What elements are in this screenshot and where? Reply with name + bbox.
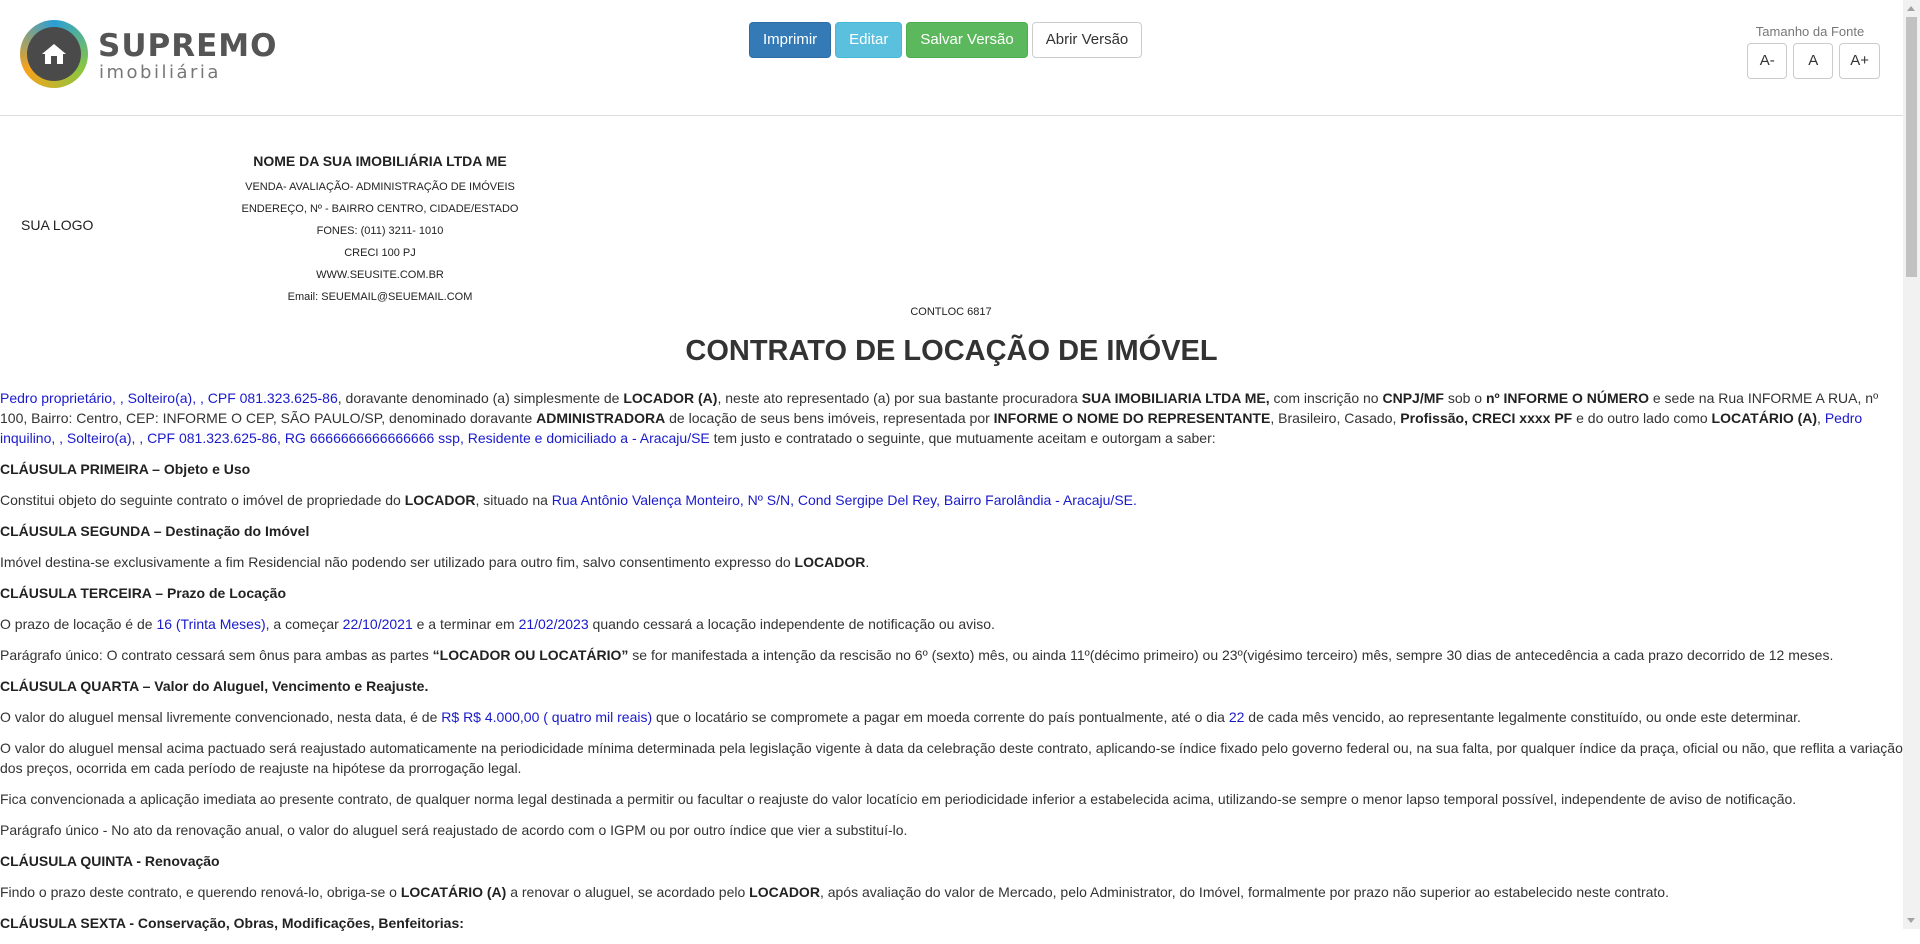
scroll-thumb[interactable]	[1906, 17, 1917, 277]
intro-paragraph: Pedro proprietário, , Solteiro(a), , CPF 081.323.625-86, doravante denominado (a) simplesmente de LOCADOR (A), neste ato representado (a) por sua bastante procuradora SUA IMOBILIARIA LTDA ME, com inscrição no CNPJ/MF sob o nº INFORME O NÚMERO e sede na Rua INFORME A RUA, nº 100, Bairro: Centro, CEP: INFORME O CEP, SÃO PAULO/SP, denominado doravante ADMINISTRADORA de locação de seus bens imóveis, representada por INFORME O NOME DO REPRESENTANTE, Brasileiro, Casado, Profissão, CRECI xxxx PF e do outro lado como LOCATÁRIO (A), Pedro inquilino, , Solteiro(a), , CPF 081.323.625-86, RG 6666666666666666 ssp, Residente e domiciliado a - Aracaju/SE tem justo e contratado o seguinte, que mutuamente aceitam e outorgam a saber:	[0, 390, 1879, 446]
clause-heading: CLÁUSULA PRIMEIRA – Objeto e Uso	[0, 461, 251, 477]
company-name: NOME DA SUA IMOBILIÁRIA LTDA ME	[253, 153, 507, 169]
font-normal-button[interactable]: A	[1793, 43, 1833, 79]
clause-heading: CLÁUSULA TERCEIRA – Prazo de Locação	[0, 585, 287, 601]
clause-heading: CLÁUSULA QUINTA - Renovação	[0, 853, 220, 869]
company-email: Email: SEUEMAIL@SEUEMAIL.COM	[287, 291, 473, 303]
clause-paragraph: Fica convencionada a aplicação imediata ao presente contrato, de qualquer norma legal destinada a permitir ou facultar o reajuste do valor locatício em periodicidade inferior a estabelecida acima, utilizando-se sempre o menor lapso temporal possível, independente de aviso de notificação.	[0, 791, 1797, 807]
clause-heading: CLÁUSULA SEXTA - Conservação, Obras, Modificações, Benfeitorias:	[0, 915, 464, 931]
font-size-label: Tamanho da Fonte	[1755, 24, 1865, 39]
toolbar	[749, 22, 1142, 58]
clause-paragraph: O valor do aluguel mensal acima pactuado será reajustado automaticamente na periodicidade mínima determinada pela legislação vigente à data da celebração deste contrato, aplicando-se índice fixado pelo governo federal ou, na sua falta, por qualquer índice da praça, oficial ou não, que reflita a variação dos preços, ocorrida em cada período de reajuste na hipótese da prorrogação legal.	[0, 740, 1903, 776]
company-info	[230, 150, 530, 308]
font-size-control	[1740, 24, 1880, 79]
clause-paragraph: O valor do aluguel mensal livremente convencionado, nesta data, é de R$ R$ 4.000,00 ( quatro mil reais) que o locatário se compromete a pagar em moeda corrente do país pontualmente, até o dia 22 de cada mês vencido, ao representante legalmente constituído, ou onde este determinar.	[0, 709, 1801, 725]
company-website: WWW.SEUSITE.COM.BR	[316, 269, 444, 281]
company-address: ENDEREÇO, Nº - BAIRRO CENTRO, CIDADE/ESTADO	[241, 203, 519, 215]
clause-paragraph: Imóvel destina-se exclusivamente a fim Residencial não podendo ser utilizado para outro fim, salvo consentimento expresso do LOCADOR.	[0, 554, 870, 570]
house-icon	[41, 43, 67, 65]
scroll-down-icon[interactable]	[1907, 918, 1915, 923]
logo-placeholder: SUA LOGO	[21, 217, 94, 233]
save-version-button[interactable]: Salvar Versão	[906, 22, 1027, 58]
clause-paragraph: Parágrafo único - No ato da renovação anual, o valor do aluguel será reajustado de acordo com o IGPM ou por outro índice que vier a substituí-lo.	[0, 822, 908, 838]
document-title: CONTRATO DE LOCAÇÃO DE IMÓVEL	[685, 335, 1218, 367]
edit-button[interactable]: Editar	[835, 22, 902, 58]
open-version-button[interactable]: Abrir Versão	[1032, 22, 1143, 58]
scroll-up-icon[interactable]	[1907, 6, 1915, 11]
supremo-logo	[20, 20, 278, 90]
clause-paragraph: Parágrafo único: O contrato cessará sem ônus para ambas as partes “LOCADOR OU LOCATÁRIO” se for manifestada a intenção da rescisão no 6º (sexto) mês, ou ainda 11º(décimo primeiro) ou 23º(vigésimo terceiro) mês, sempre 30 dias de antecedência a cada prazo decorrido de 12 meses.	[0, 647, 1834, 663]
clause-heading: CLÁUSULA QUARTA – Valor do Aluguel, Vencimento e Reajuste.	[0, 678, 429, 694]
clause-paragraph: Findo o prazo deste contrato, e querendo renová-lo, obriga-se o LOCATÁRIO (A) a renovar o aluguel, se acordado pelo LOCADOR, após avaliação do valor de Mercado, pelo Administrator, do Imóvel, formalmente por prazo não superior ao estabelecido neste contrato.	[0, 884, 1669, 900]
clause-paragraph: Constitui objeto do seguinte contrato o imóvel de propriedade do LOCADOR, situado na Rua Antônio Valença Monteiro, Nº S/N, Cond Sergipe Del Rey, Bairro Farolândia - Aracaju/SE.	[0, 492, 1137, 508]
brand-name: SUPREMO	[98, 28, 278, 64]
vertical-scrollbar[interactable]	[1903, 0, 1920, 929]
top-bar	[0, 0, 1903, 116]
company-creci: CRECI 100 PJ	[344, 247, 416, 259]
company-phones: FONES: (011) 3211- 1010	[316, 225, 444, 237]
company-services: VENDA- AVALIAÇÃO- ADMINISTRAÇÃO DE IMÓVEIS	[245, 181, 515, 193]
font-decrease-button[interactable]: A-	[1747, 43, 1787, 79]
brand-subtitle: imobiliária	[99, 62, 221, 83]
logo-ring	[20, 20, 88, 88]
contract-body	[0, 388, 1903, 944]
clause-paragraph: O prazo de locação é de 16 (Trinta Meses), a começar 22/10/2021 e a terminar em 21/02/2023 quando cessará a locação independente de notificação ou aviso.	[0, 616, 995, 632]
contract-code: CONTLOC 6817	[910, 306, 992, 318]
clause-heading: CLÁUSULA SEGUNDA – Destinação do Imóvel	[0, 523, 310, 539]
font-increase-button[interactable]: A+	[1839, 43, 1880, 79]
print-button[interactable]: Imprimir	[749, 22, 831, 58]
